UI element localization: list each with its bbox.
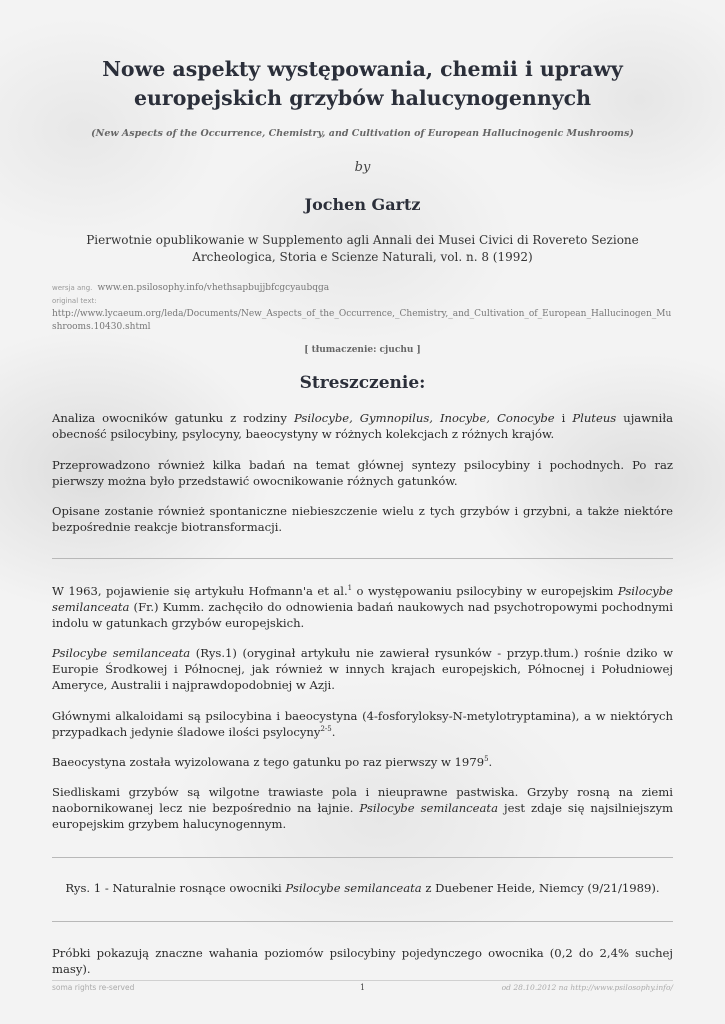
divider xyxy=(52,857,673,858)
text-span: (Fr.) Kumm. zachęciło do odnowienia badań naukowych nad psychotropowymi pochodnymi indolu w gatunkach grzybów europejskich. xyxy=(52,600,673,630)
english-version-link[interactable]: www.en.psilosophy.info/vhethsapbujjbfcgcyaubqga xyxy=(97,283,330,293)
text-span: ujawniła obecność psilocybiny, psylocyny, baeocystyny w różnych kolekcjach z różnych krajów. xyxy=(52,411,673,441)
body-paragraph-3 xyxy=(52,708,673,740)
text-span: Baeocystyna została wyizolowana z tego gatunku po raz pierwszy w 1979 xyxy=(52,755,485,769)
divider xyxy=(52,921,673,922)
original-text-label: original text: xyxy=(52,297,97,305)
footer-date: od 28.10.2012 na xyxy=(501,983,568,992)
species-name: Psilocybe semilanceata xyxy=(285,881,422,895)
author-name: Jochen Gartz xyxy=(304,195,421,214)
body-paragraph-1 xyxy=(52,583,673,631)
divider xyxy=(52,558,673,559)
text-span: jest zdaje się najsilniejszym europejskim grzybem halucynogennym. xyxy=(52,801,673,831)
text-span: . xyxy=(331,725,336,739)
text-span: (Rys.1) (oryginał artykułu nie zawierał rysunków - przyp.tłum.) rośnie dziko w Europie Środkowej i Północnej, jak również w innych krajach europejskich, Północnej i Południowej Ameryce, Australii i najprawdopodobniej w Azji. xyxy=(52,646,673,692)
english-version-label: wersja ang. xyxy=(52,284,93,292)
original-text-link[interactable]: http://www.lycaeum.org/leda/Documents/New_Aspects_of_the_Occurrence,_Chemistry,_and_Cultivation_of_European_Hallucinogen_Mushrooms.10430.shtml xyxy=(52,309,672,332)
abstract-heading: Streszczenie: xyxy=(299,373,426,393)
text-span: Siedliskami grzybów są wilgotne trawiaste pola i nieuprawne pastwiska. Grzyby rosną na ziemi naobornikowanej lecz nie bezpośrednio na łajnie. xyxy=(52,785,673,815)
source-links xyxy=(52,278,673,334)
footnote-ref: 1 xyxy=(347,584,353,593)
text-span: W 1963, pojawienie się artykułu Hofmann'a et al. xyxy=(52,584,348,598)
genus-name: Pluteus xyxy=(572,411,617,425)
by-line: by xyxy=(354,160,371,175)
text-span: Rys. 1 - Naturalnie rosnące owocniki xyxy=(65,881,286,895)
translator-note: [ tłumaczenie: cjuchu ] xyxy=(304,345,421,355)
body-paragraph-2 xyxy=(52,645,673,693)
footer-divider xyxy=(52,980,673,981)
species-name: Psilocybe semilanceata xyxy=(52,584,674,614)
abstract-paragraph-1 xyxy=(52,410,673,442)
genera-names: Psilocybe, Gymnopilus, Inocybe, Conocybe xyxy=(293,411,555,425)
footnote-ref: 2-5 xyxy=(320,725,332,734)
footnote-ref: 5 xyxy=(484,755,489,764)
abstract-paragraph-3: Opisane zostanie również spontaniczne niebieszczenie wielu z tych grzybów i grzybni, a także niektóre bezpośrednie reakcje biotransformacji. xyxy=(52,504,673,534)
figure-caption xyxy=(52,880,673,896)
species-name: Psilocybe semilanceata xyxy=(359,801,499,815)
abstract-paragraph-2: Przeprowadzono również kilka badań na temat głównej syntezy psilocybiny i pochodnych. Po raz pierwszy można było przedstawić owocnikowanie różnych gatunków. xyxy=(52,458,673,488)
text-span: Głównymi alkaloidami są psilocybina i baeocystyna (4-fosforyloksy-N-metylotryptamina), a w niektórych przypadkach jedynie śladowe ilości psylocyny xyxy=(52,709,673,739)
text-span: . xyxy=(488,755,493,769)
text-span: i xyxy=(554,411,573,425)
rights-note: soma rights re-served xyxy=(52,983,135,992)
document-title: Nowe aspekty występowania, chemii i uprawy europejskich grzybów halucynogennych xyxy=(102,57,623,110)
body-paragraph-6: Próbki pokazują znaczne wahania poziomów psilocybiny pojedynczego owocnika (0,2 do 2,4% suchej masy). xyxy=(52,946,673,976)
body-paragraph-4 xyxy=(52,754,673,770)
footer-link[interactable]: http://www.psilosophy.info/ xyxy=(570,983,673,992)
text-span: z Duebener Heide, Niemcy (9/21/1989). xyxy=(421,881,660,895)
original-publication-note: Pierwotnie opublikowanie w Supplemento agli Annali dei Musei Civici di Rovereto Sezione Archeologica, Storia e Scienze Naturali, vol. n. 8 (1992) xyxy=(86,233,639,264)
text-span: o występowaniu psilocybiny w europejskim xyxy=(352,584,618,598)
english-title: (New Aspects of the Occurrence, Chemistry, and Cultivation of European Hallucinogenic Mushrooms) xyxy=(91,128,634,139)
footer-source xyxy=(502,983,673,992)
page-number: 1 xyxy=(359,983,366,992)
text-span: Analiza owocników gatunku z rodziny xyxy=(52,411,294,425)
page-footer xyxy=(52,983,673,995)
species-name: Psilocybe semilanceata xyxy=(52,646,191,660)
body-paragraph-5 xyxy=(52,784,673,832)
